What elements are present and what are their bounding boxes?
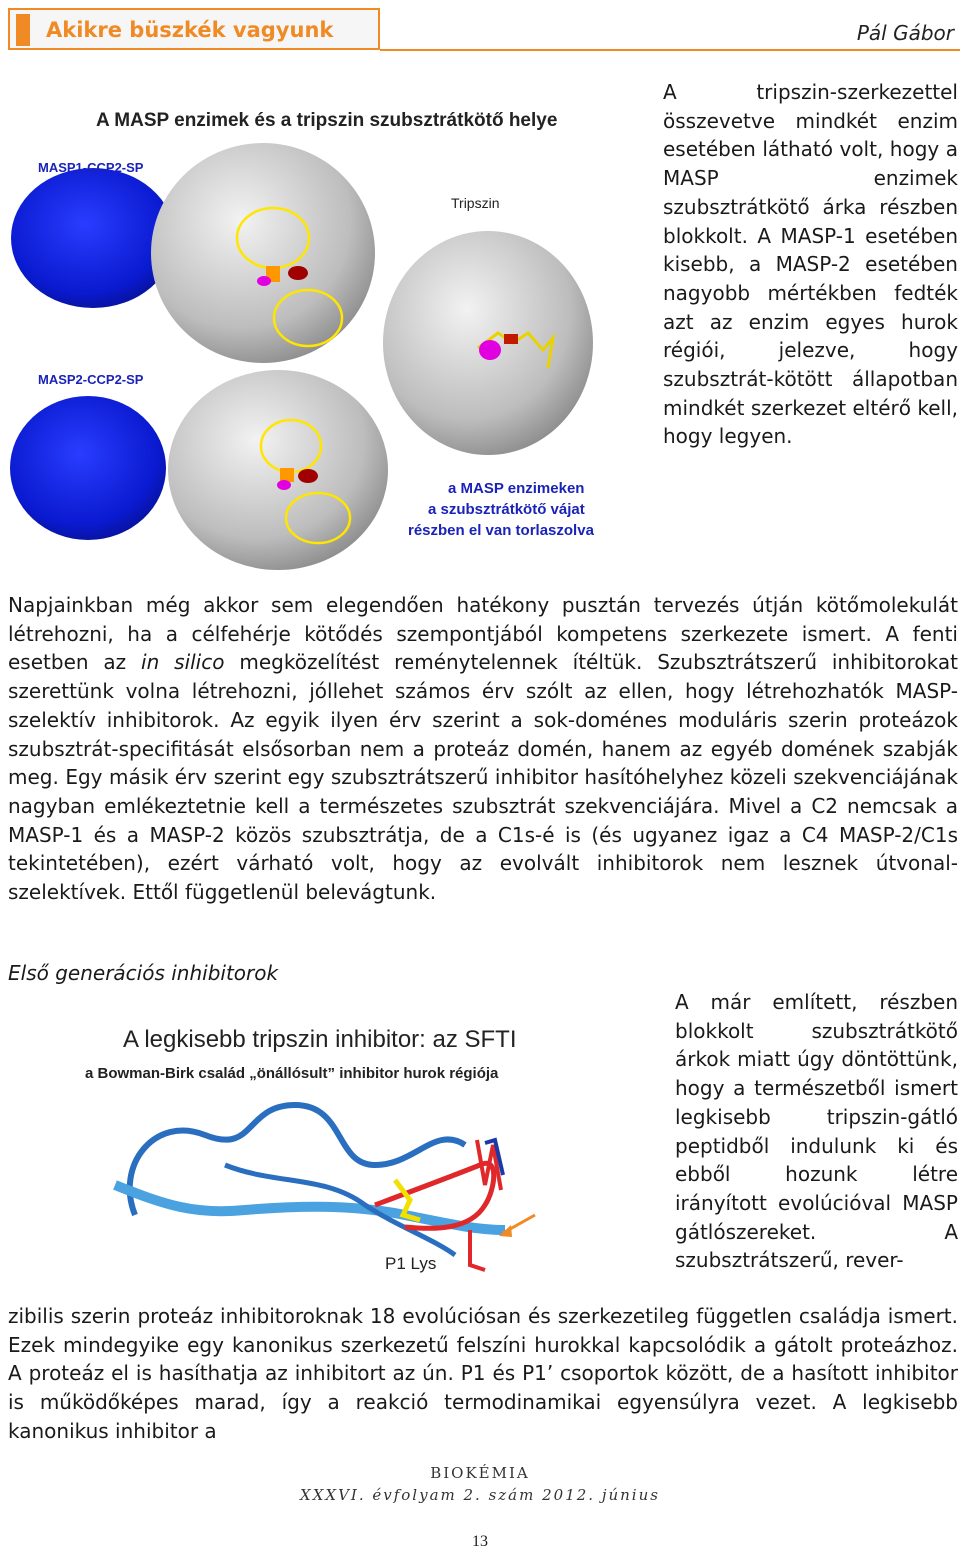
tripsin-active-site-red [504,334,518,344]
masp1-ccp2-domain [11,168,175,308]
label-masp2: MASP2-CCP2-SP [38,372,144,387]
footer-issue: XXXVI. évfolyam 2. szám 2012. június [300,1486,660,1504]
column2-text: A már említett, részben blokkolt szubsztrátkötő árkok miatt úgy döntöttünk, hogy a természetből ismert legkisebb tripszin-gátló peptidből indulunk ki és ebből hozunk létre irányított evolúcióval MASP gátlószereket. A szubsztrátszerű, rever- [675,990,958,1273]
figure1-title: A MASP enzimek és a tripszin szubsztrátkötő helye [96,110,558,131]
sfti-backbone-loop-1 [130,1105,465,1215]
paragraph-3: zibilis szerin proteáz inhibitoroknak 18 evolúciósan és szerkezetileg független családja ismert. Ezek mindegyike egy kanonikus szerkezetű felszíni hurokkal kapcsolódik a gátolt proteázhoz. A proteáz el is hasíthatja az inhibitort az ún. P1 és P1’ csoportok között, de a hasított inhibitor is működőképes marad, így a reakció termodinamikai egyensúlyra vezet. A legkisebb kanonikus inhibitor a [8,1304,958,1443]
p1-lys-sidechain [470,1230,485,1270]
page-number: 13 [472,1533,488,1550]
column1-text: A tripszin-szerkezettel összevetve mindkét enzim esetében látható volt, hogy a MASP enzimek szubsztrátkötő árka részben blokkolt. A MASP-1 esetében kisebb, a MASP-2 esetében nagyobb mértékben fedték azt az enzim egyes hurok régiói, jelezve, hogy szubsztrát-kötött állapotban mindkét szerkezet eltérő kell, hogy legyen. [663,80,958,449]
figure2-subtitle: a Bowman-Birk család „önállósult” inhibitor hurok régiója [85,1065,499,1082]
figure1-caption-line3: részben el van torlaszolva [408,522,594,539]
masp2-active-site-magenta [277,480,291,490]
figure1-caption-line1: a MASP enzimeken [448,480,585,497]
footer-journal: BIOKÉMIA [430,1464,530,1482]
section-title: Akikre büszkék vagyunk [46,18,334,42]
label-tripsin: Tripszin [451,195,500,211]
author-name: Pál Gábor [856,21,954,45]
paragraph-2 [8,591,958,907]
masp1-sp-domain [151,143,375,363]
masp2-ccp2-domain [10,396,166,540]
figure-masp-structures [8,88,648,578]
masp1-active-site-red [288,266,308,280]
sfti-beta-strand [115,1185,505,1230]
label-p1-lys: P1 Lys [385,1254,437,1273]
paragraph-2-italic: in silico [141,650,225,675]
section-tag-accent [16,14,30,46]
label-masp1: MASP1-CCP2-SP [38,160,144,175]
figure-sfti-structure [75,1015,635,1285]
paragraph-2-part1: Napjainkban még akkor sem elegendően hatékony pusztán tervezés útján kötőmolekulát létrehozni, ha a célfehérje kötődés szempontjából kompetens szerkezete ismert. A fenti esetben az [8,593,958,675]
figure1-caption-line2: a szubsztrátkötő vájat [428,501,585,518]
paragraph-2-part2: megközelítést reménytelennek ítéltük. Szubsztrátszerű inhibitorokat szerettünk volna létrehozni, jóllehet számos érv szólt az ellen, hogy létrehozhatók MASP-szelektív inhibitorok. Az egyik ilyen érv szerint a sok-doménes moduláris szerin proteázok szubsztrát-specifitását elsősorban nem a proteáz domén, hanem az egyéb domének szabják meg. Egy másik érv szerint egy szubsztrátszerű inhibitor hasítóhelyhez közeli szekvenciájának nagyban emlékeztetnie kell a természetes szubsztrát szekvenciájára. Mivel a C2 nemcsak a MASP-1 és a MASP-2 közös szubsztrátja, de a C1s-é is (és ugyanez igaz a C4 MASP-2/C1s tekintetében), ezért várható volt, hogy az evolvált inhibitorok nem lesznek útvonal-szelektívek. Ettől függetlenül belevágtunk. [8,650,958,905]
masp2-active-site-red [298,469,318,483]
section-tag [8,8,380,50]
tripsin-active-site-magenta [479,340,501,360]
figure2-title: A legkisebb tripszin inhibitor: az SFTI [123,1026,517,1053]
masp2-active-site-orange [280,468,294,482]
header-rule [380,49,960,51]
section-heading-first-generation: Első generációs inhibitorok [8,961,279,985]
masp1-active-site-magenta [257,276,271,286]
